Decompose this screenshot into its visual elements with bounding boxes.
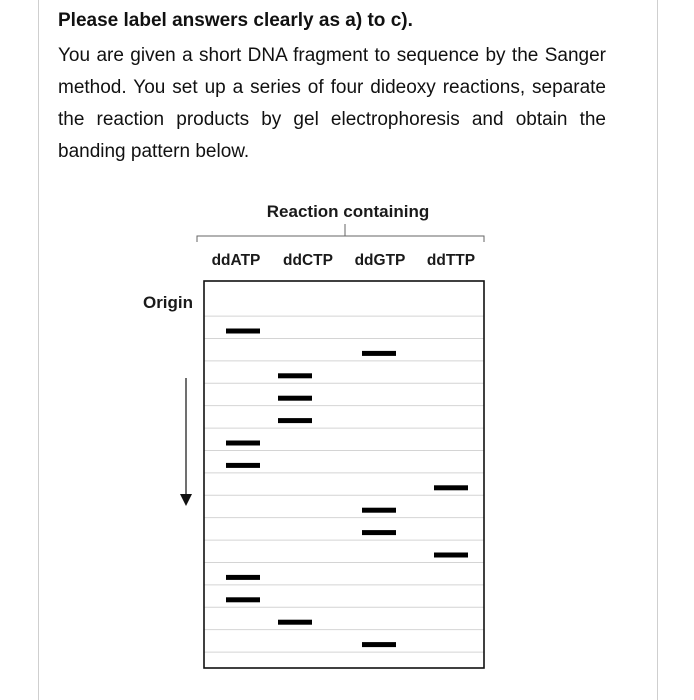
migration-arrowhead-icon: [180, 494, 192, 506]
origin-label: Origin: [142, 293, 194, 312]
band-ddctp-4: [278, 396, 312, 401]
lane-label-ddctp: ddCTP: [283, 252, 333, 269]
band-ddctp-5: [278, 418, 312, 423]
band-ddgtp-9: [362, 508, 396, 513]
bracket-title: Reaction containing: [266, 202, 430, 221]
question-text: You are given a short DNA fragment to sequence by the Sanger method. You set up a series of four dideoxy reactions, separate the reaction products by gel electrophoresis and obtain the banding pattern below.: [58, 45, 606, 162]
band-ddatp-7: [226, 463, 260, 468]
band-ddgtp-10: [362, 530, 396, 535]
lane-label-ddatp: ddATP: [211, 252, 261, 269]
band-ddatp-1: [226, 329, 260, 334]
lane-label-ddgtp: ddGTP: [354, 252, 406, 269]
band-ddctp-14: [278, 620, 312, 625]
band-ddttp-11: [434, 553, 468, 558]
gel-box: [204, 281, 484, 668]
bracket: [197, 236, 484, 242]
band-ddctp-3: [278, 373, 312, 378]
question-heading: Please label answers clearly as a) to c).: [58, 10, 413, 31]
band-ddatp-6: [226, 441, 260, 446]
band-ddatp-12: [226, 575, 260, 580]
band-ddttp-8: [434, 485, 468, 490]
band-ddgtp-15: [362, 642, 396, 647]
band-ddgtp-2: [362, 351, 396, 356]
lane-label-ddttp: ddTTP: [426, 252, 476, 269]
band-ddatp-13: [226, 597, 260, 602]
